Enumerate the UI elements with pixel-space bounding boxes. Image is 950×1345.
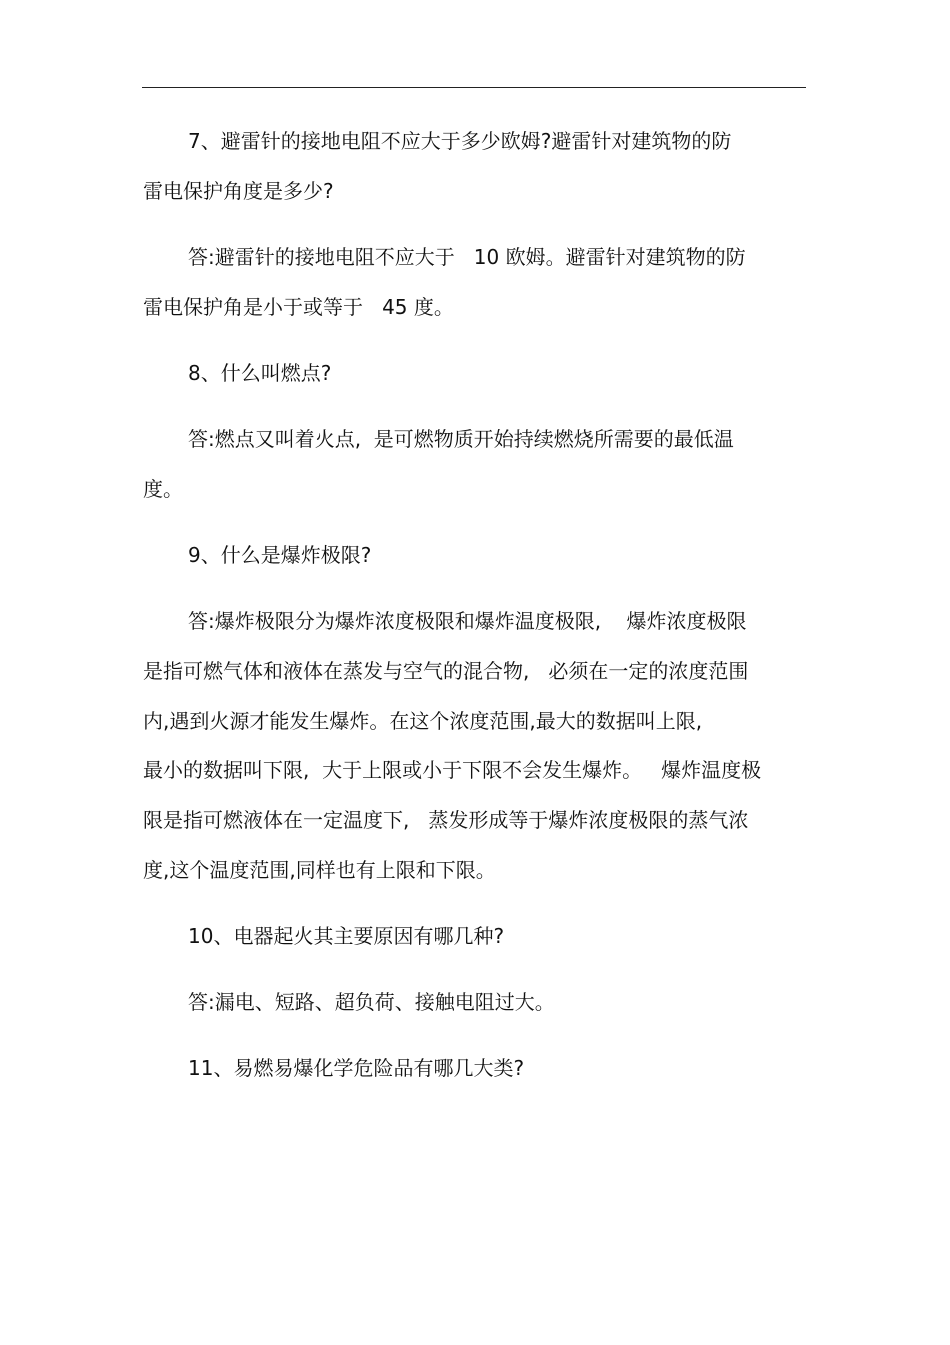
question-8: 8、什么叫燃点?	[188, 361, 332, 385]
answer-9-line-1: 答:爆炸极限分为爆炸浓度极限和爆炸温度极限, 爆炸浓度极限	[188, 609, 747, 633]
answer-9-line-6: 度,这个温度范围,同样也有上限和下限。	[143, 858, 496, 882]
question-10: 10、电器起火其主要原因有哪几种?	[188, 924, 505, 948]
answer-7-line-2: 雷电保护角是小于或等于 45 度。	[143, 295, 454, 319]
answer-8-line-2: 度。	[143, 477, 183, 501]
answer-7-line-1: 答:避雷针的接地电阻不应大于 10 欧姆。避雷针对建筑物的防	[188, 245, 746, 269]
answer-9-line-2: 是指可燃气体和液体在蒸发与空气的混合物, 必须在一定的浓度范围	[143, 659, 749, 683]
question-9: 9、什么是爆炸极限?	[188, 543, 372, 567]
answer-9-line-3: 内,遇到火源才能发生爆炸。在这个浓度范围,最大的数据叫上限,	[143, 709, 703, 733]
answer-8-line-1: 答:燃点又叫着火点, 是可燃物质开始持续燃烧所需要的最低温	[188, 427, 734, 451]
answer-9-line-5: 限是指可燃液体在一定温度下, 蒸发形成等于爆炸浓度极限的蒸气浓	[143, 808, 749, 832]
question-7-line-1: 7、避雷针的接地电阻不应大于多少欧姆?避雷针对建筑物的防	[188, 129, 732, 153]
answer-9-line-4: 最小的数据叫下限, 大于上限或小于下限不会发生爆炸。 爆炸温度极	[143, 758, 762, 782]
header-rule	[142, 87, 806, 88]
question-7-line-2: 雷电保护角度是多少?	[143, 179, 334, 203]
answer-10: 答:漏电、短路、超负荷、接触电阻过大。	[188, 990, 555, 1014]
question-11: 11、易燃易爆化学危险品有哪几大类?	[188, 1056, 525, 1080]
